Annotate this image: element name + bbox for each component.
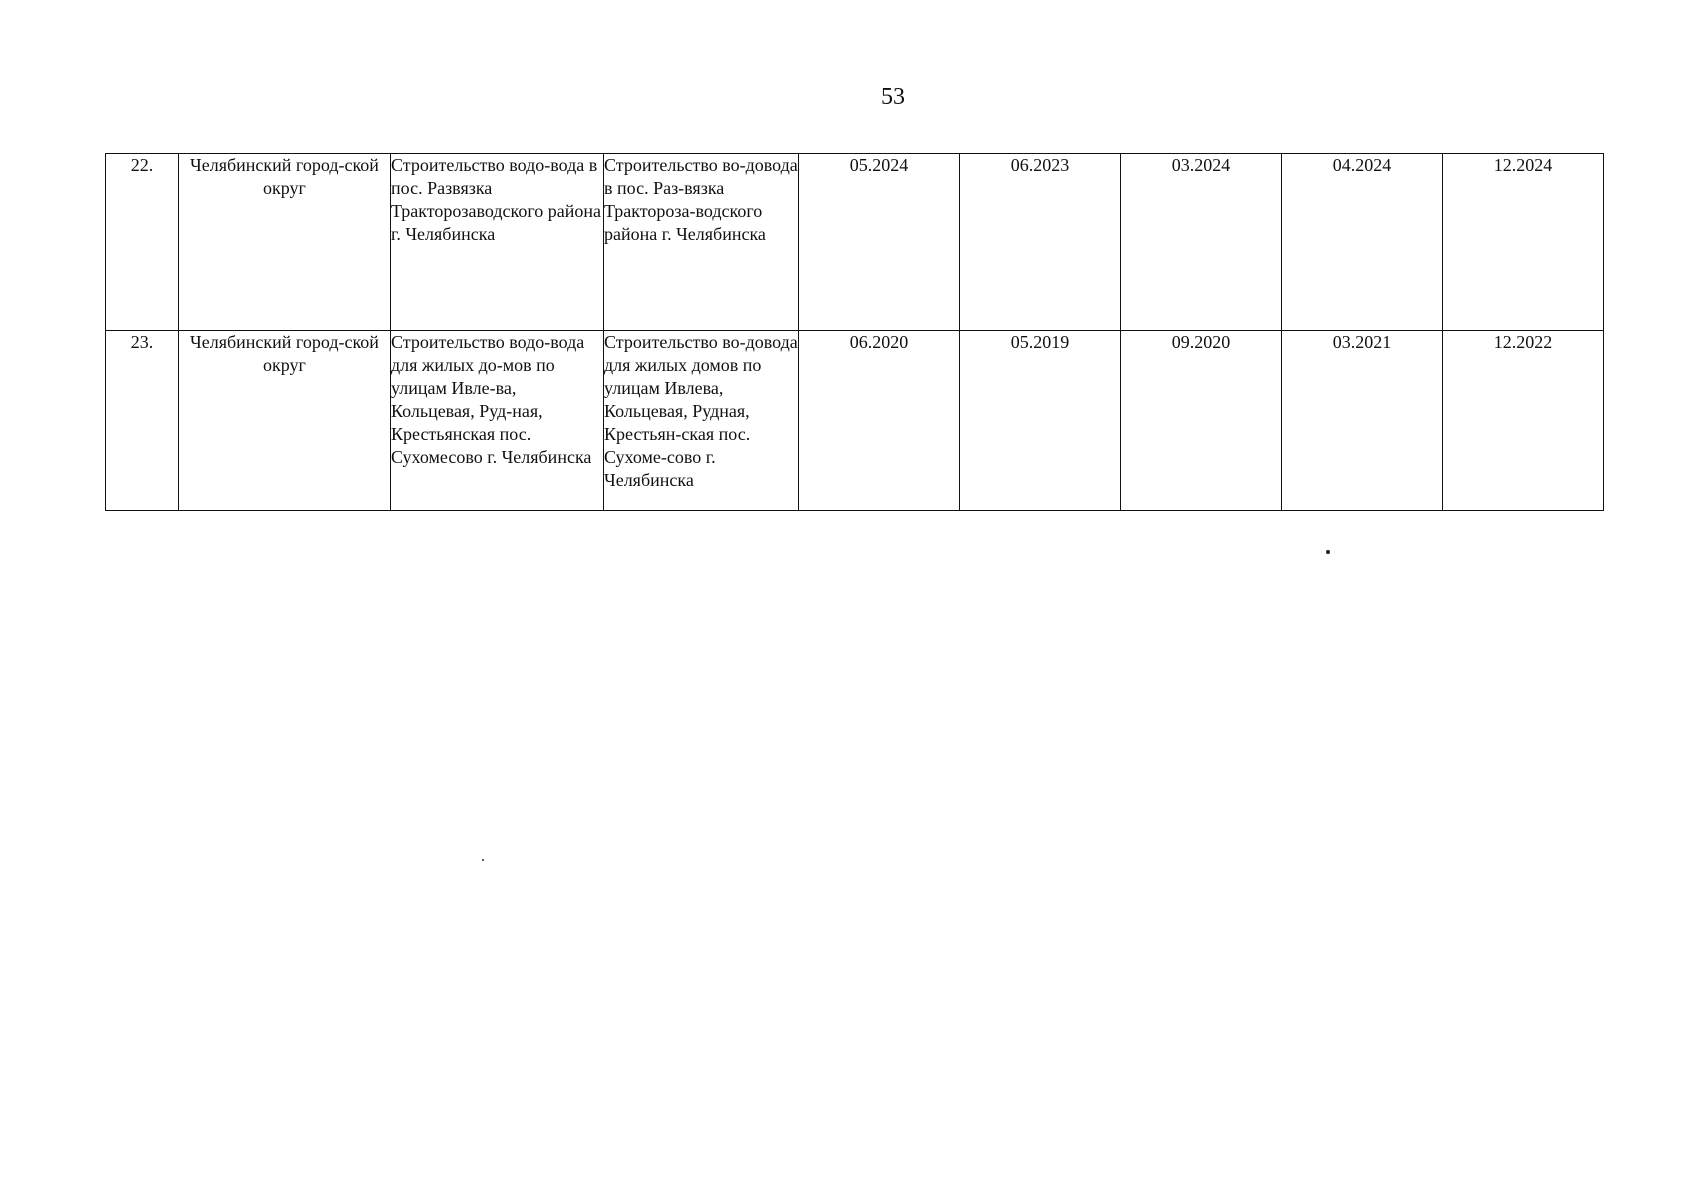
- date-cell: 06.2020: [799, 331, 960, 511]
- date-cell: 09.2020: [1121, 331, 1282, 511]
- date-cell: 05.2019: [960, 331, 1121, 511]
- object-name-cell: Строительство водо-вода в пос. Развязка Тракторозаводского района г. Челябинска: [391, 154, 604, 331]
- date-cell: 04.2024: [1282, 154, 1443, 331]
- object-description-cell: Строительство во-довода для жилых домов по улицам Ивлева, Кольцевая, Рудная, Крестьян-ская пос. Сухоме-сово г. Челябинска: [604, 331, 799, 511]
- row-number: 23.: [106, 331, 179, 511]
- page-number: 53: [881, 84, 905, 110]
- scan-speck: [1326, 550, 1330, 554]
- date-cell: 12.2022: [1443, 331, 1604, 511]
- date-cell: 06.2023: [960, 154, 1121, 331]
- scan-speck: [482, 859, 484, 861]
- projects-table: [105, 153, 1604, 511]
- row-number: 22.: [106, 154, 179, 331]
- object-name-cell: Строительство водо-вода для жилых до-мов по улицам Ивле-ва, Кольцевая, Руд-ная, Крестьянская пос. Сухомесово г. Челябинска: [391, 331, 604, 511]
- date-cell: 05.2024: [799, 154, 960, 331]
- district-cell: Челябинский город-ской округ: [179, 331, 391, 511]
- object-description-cell: Строительство во-довода в пос. Раз-вязка Трактороза-водского района г. Челябинска: [604, 154, 799, 331]
- date-cell: 03.2024: [1121, 154, 1282, 331]
- date-cell: 12.2024: [1443, 154, 1604, 331]
- table-row: [106, 331, 1604, 511]
- district-cell: Челябинский город-ской округ: [179, 154, 391, 331]
- date-cell: 03.2021: [1282, 331, 1443, 511]
- table-row: [106, 154, 1604, 331]
